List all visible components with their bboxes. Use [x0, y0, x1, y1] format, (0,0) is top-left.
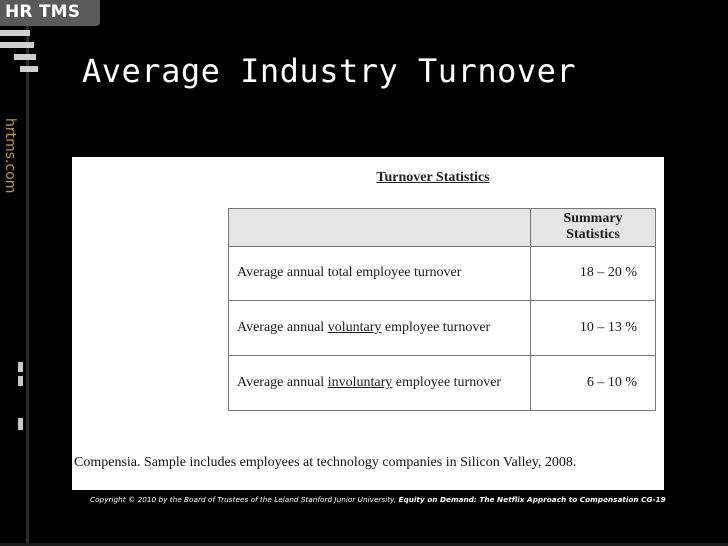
deco-bar: [0, 42, 34, 48]
deco-bar: [20, 66, 38, 72]
copyright-footer: [90, 495, 666, 504]
turnover-table: [228, 208, 656, 411]
left-mark: [18, 418, 23, 430]
left-rail: [26, 26, 29, 546]
label-text: Average annual total employee turnover: [237, 265, 462, 281]
document-image: [72, 157, 664, 490]
copyright-bold: Equity on Demand: The Netflix Approach to Compensation CG-19: [398, 495, 666, 504]
side-url: [2, 118, 19, 194]
row-value: 10 – 13 %: [531, 301, 656, 356]
deco-bar: [14, 54, 36, 60]
label-text: Average annual: [237, 320, 328, 336]
left-mark: [18, 376, 23, 386]
label-text: Average annual: [237, 375, 328, 391]
label-underlined: voluntary: [327, 320, 382, 336]
source-note: Compensia. Sample includes employees at technology companies in Silicon Valley, 2008.: [74, 455, 577, 470]
copyright-prefix: Copyright © 2010 by the Board of Trustees of the Leland Stanford Junior University,: [90, 495, 399, 504]
table-header-row: [229, 209, 656, 247]
page-title: Average Industry Turnover: [82, 52, 577, 90]
table-row: [229, 246, 656, 301]
logo-text: HR TMS: [5, 2, 81, 22]
left-mark: [18, 362, 23, 372]
label-text: employee turnover: [381, 320, 491, 336]
table-header-blank: [229, 209, 531, 247]
table-header-summary: [531, 209, 656, 247]
row-label: [229, 301, 531, 356]
deco-bar: [0, 30, 30, 36]
header-line-2: Statistics: [566, 227, 620, 243]
logo-badge: [0, 0, 100, 26]
table-row: [229, 301, 656, 356]
label-underlined: involuntary: [327, 375, 393, 391]
document-heading: Turnover Statistics: [376, 170, 490, 185]
side-url-text: hrtms.com: [2, 118, 18, 194]
row-label: [229, 246, 531, 301]
row-value: 18 – 20 %: [531, 246, 656, 301]
label-text: employee turnover: [392, 375, 502, 391]
row-label: [229, 356, 531, 411]
header-line-1: Summary: [563, 211, 623, 227]
row-value: 6 – 10 %: [531, 356, 656, 411]
table-row: [229, 356, 656, 411]
